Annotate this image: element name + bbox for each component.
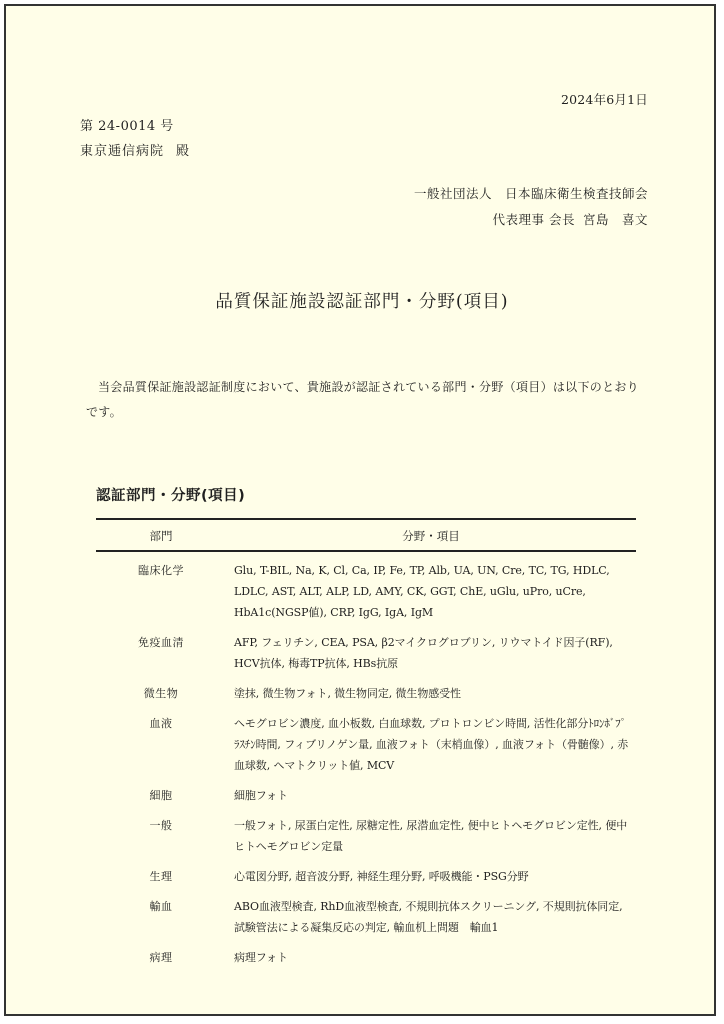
issuer-title: 代表理事 会長 — [492, 212, 575, 227]
issuer-name: 宮島 喜文 — [582, 212, 648, 227]
column-header-department: 部門 — [96, 519, 226, 551]
section-heading: 認証部門・分野(項目) — [96, 488, 246, 504]
table-row — [96, 785, 636, 815]
department-cell: 一般 — [149, 819, 173, 832]
table-row — [96, 683, 636, 713]
department-cell: 病理 — [149, 951, 173, 964]
items-cell: Glu, T-BIL, Na, K, Cl, Ca, IP, Fe, TP, Alb, UA, UN, Cre, TC, TG, HDLC, LDLC, AST, ALT, ALP, LD, AMY, CK, GGT, ChE, uGlu, uPro, uCre, HbA1c(NGSP値), CRP, IgG, IgA, IgM — [234, 564, 610, 619]
addressee-name: 東京逓信病院 — [80, 144, 165, 159]
department-cell: 輸血 — [149, 900, 173, 913]
items-cell: 細胞フォト — [234, 789, 288, 802]
table-row — [96, 632, 636, 683]
issue-date: 2024年6月1日 — [560, 92, 648, 107]
items-cell: 塗抹, 微生物フォト, 微生物同定, 微生物感受性 — [234, 687, 461, 700]
department-cell: 臨床化学 — [138, 564, 184, 577]
department-cell: 血液 — [149, 717, 173, 730]
items-cell: 一般フォト, 尿蛋白定性, 尿糖定性, 尿潜血定性, 便中ヒトヘモグロビン定性, 便中ヒトヘモグロビン定量 — [234, 819, 628, 853]
table-row — [96, 551, 636, 632]
table-row — [96, 713, 636, 785]
department-cell: 免疫血清 — [138, 636, 184, 649]
table-row — [96, 866, 636, 896]
addressee-honorific: 殿 — [176, 144, 191, 159]
table-row — [96, 947, 636, 977]
issuer-signatory — [493, 210, 649, 228]
document-title: 品質保証施設認証部門・分野(項目) — [215, 292, 509, 312]
document-number: 第 24-0014 号 — [80, 119, 174, 134]
document-page — [4, 4, 716, 1016]
certification-table — [96, 518, 636, 977]
department-cell: 生理 — [149, 870, 173, 883]
table-row — [96, 815, 636, 866]
column-header-items: 分野・項目 — [226, 519, 636, 551]
intro-paragraph: 当会品質保証施設認証制度において、貴施設が認証されている部門・分野（項目）は以下のとおりです。 — [86, 380, 639, 419]
items-cell: AFP, フェリチン, CEA, PSA, β2マイクログロブリン, リウマトイド因子(RF), HCV抗体, 梅毒TP抗体, HBs抗原 — [234, 636, 613, 670]
items-cell: 病理フォト — [234, 951, 288, 964]
department-cell: 微生物 — [143, 687, 179, 700]
department-cell: 細胞 — [149, 789, 173, 802]
table-header-row — [96, 519, 636, 551]
addressee — [80, 140, 190, 159]
items-cell: 心電図分野, 超音波分野, 神経生理分野, 呼吸機能・PSG分野 — [234, 870, 529, 883]
issuer-organization: 一般社団法人 日本臨床衛生検査技師会 — [413, 186, 648, 201]
items-cell: ヘモグロビン濃度, 血小板数, 白血球数, プロトロンビン時間, 活性化部分ﾄﾛﾝﾎﾞﾌﾟﾗｽﾁﾝ時間, フィブリノゲン量, 血液フォト（末梢血像）, 血液フォト（骨髄像）, 赤血球数, ヘマトクリット値, MCV — [234, 717, 629, 772]
items-cell: ABO血液型検査, RhD血液型検査, 不規則抗体スクリーニング, 不規則抗体同定, 試験管法による凝集反応の判定, 輸血机上問題 輸血1 — [234, 900, 623, 934]
table-row — [96, 896, 636, 947]
